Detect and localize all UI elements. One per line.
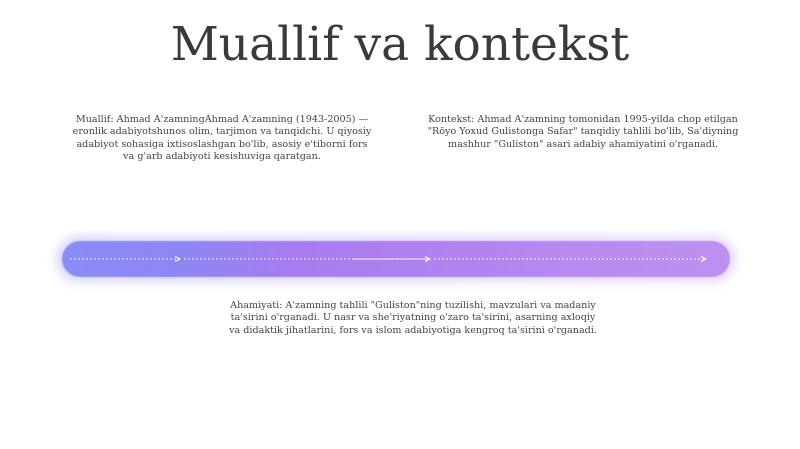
slide-title: Muallif va kontekst <box>170 17 630 72</box>
context-text: Kontekst: Ahmad A'zamning tomonidan 1995-yilda chop etilgan "Rōyo Yoxud Gulistonga Safar" tanqidiy tahlili bo'lib, Sa'diyning mashhur "Guliston" asari adabiy ahamiyatini o'rganadi. <box>427 114 739 150</box>
arrow-right-icon <box>184 257 430 262</box>
arrow-right-icon <box>434 257 706 262</box>
arrow-right-icon <box>70 257 180 262</box>
author-text: Muallif: Ahmad A'zamningAhmad A'zamning (1943-2005) — eronlik adabiyotshunos olim, tarjimon va tanqidchi. U qiyosiy adabiyot sohasiga ixtisoslashgan bo'lib, asosiy e'tiborni fors va g'arb adabiyoti kesishuviga qaratgan. <box>72 114 372 163</box>
timeline-arrows <box>62 241 730 277</box>
significance-text: Ahamiyati: A'zamning tahlili "Guliston"ning tuzilishi, mavzulari va madaniy ta'sirini o'rganadi. U nasr va she'riyatning o'zaro ta'sirini, asarning axloqiy va didaktik jihatlarini, fors va islom adabiyotiga kengroq ta'sirini o'rganadi. <box>229 300 597 336</box>
